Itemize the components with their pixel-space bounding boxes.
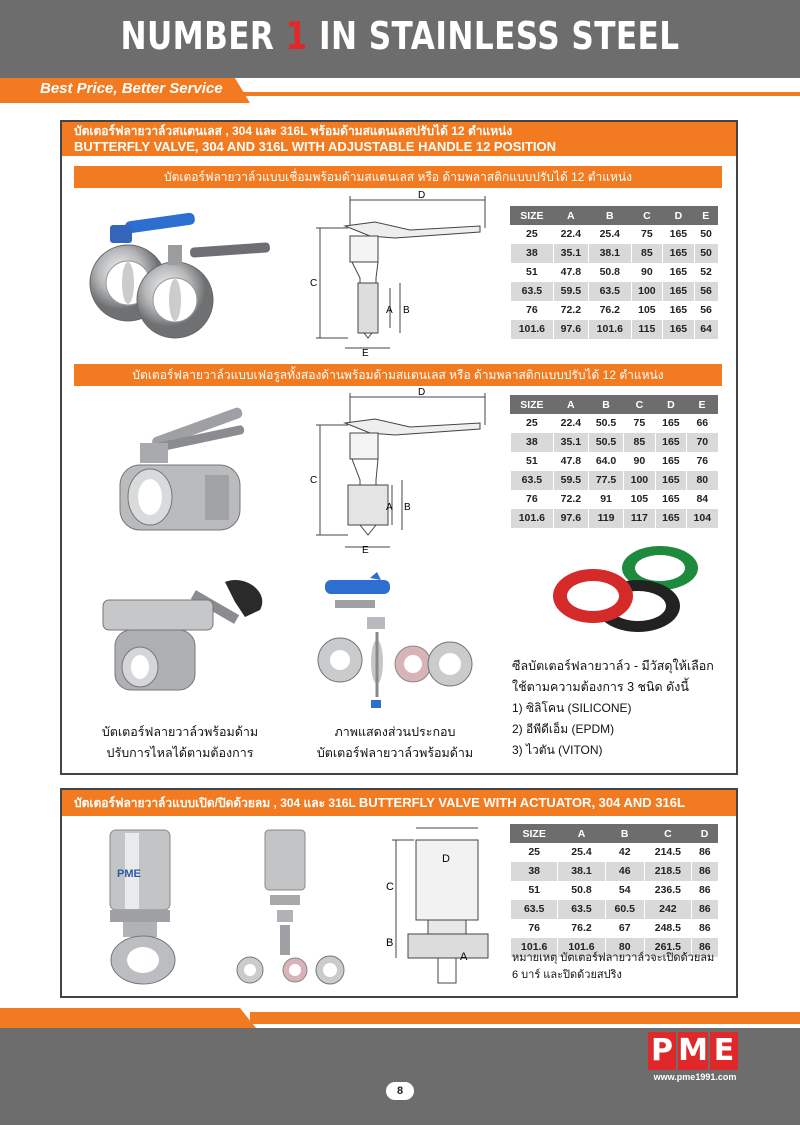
website-url: www.pme1991.com (653, 1072, 737, 1082)
table-cell: 51 (511, 452, 554, 471)
table-cell: 76 (511, 490, 554, 509)
table-cell: 25.4 (558, 843, 605, 862)
table-row (511, 471, 718, 490)
pme-logo: P M E (648, 1032, 738, 1070)
seal-description (512, 656, 732, 761)
valve-parts-exploded-image (315, 572, 475, 712)
table-cell: 72.2 (553, 490, 588, 509)
table-cell: 50.8 (558, 881, 605, 900)
dim-label-c: C (310, 475, 318, 486)
section1-title-en: BUTTERFLY VALVE, 304 AND 316L WITH ADJUSTABLE HANDLE 12 POSITION (74, 139, 557, 154)
table-cell: 100 (624, 471, 655, 490)
t3-header-c: C (644, 825, 691, 843)
seal-title-line2: ใช้ตามความต้องการ 3 ชนิด ดังนี้ (512, 680, 689, 694)
dim-label-c: C (310, 278, 318, 289)
dim-label-d: D (442, 853, 450, 865)
table-cell: 165 (663, 282, 694, 301)
table-row (511, 433, 718, 452)
table-cell: 101.6 (558, 938, 605, 957)
table-cell: 25 (511, 843, 558, 862)
seal-option-epdm: 2) อีพีดีเอ็ม (EPDM) (512, 722, 615, 736)
table-cell: 101.6 (511, 320, 554, 339)
table-cell: 38.1 (588, 244, 631, 263)
table-cell: 86 (692, 938, 718, 957)
adjustable-flow-valve-image (95, 572, 275, 702)
welded-valve-dimension-drawing (300, 188, 495, 358)
table-cell: 67 (605, 919, 644, 938)
t1-header-a: A (553, 207, 588, 225)
table-cell: 47.8 (553, 452, 588, 471)
table-cell: 165 (663, 263, 694, 282)
t2-header-e: E (687, 396, 718, 414)
table-cell: 101.6 (511, 509, 554, 528)
actuator-note: หมายเหตุ บัตเตอร์ฟลายวาล์วจะเปิดด้วยลม 6 บาร์ และปิดด้วยสปริง (512, 952, 715, 981)
table-cell: 72.2 (553, 301, 588, 320)
t1-header-d: D (663, 207, 694, 225)
table-cell: 242 (644, 900, 691, 919)
table-cell: 63.5 (588, 282, 631, 301)
dim-label-d: D (418, 190, 426, 201)
table-cell: 63.5 (511, 471, 554, 490)
table-cell: 90 (631, 263, 662, 282)
table-cell: 80 (605, 938, 644, 957)
table-cell: 236.5 (644, 881, 691, 900)
t2-header-size: SIZE (511, 396, 554, 414)
table-cell: 77.5 (588, 471, 623, 490)
table-cell: 119 (588, 509, 623, 528)
table-cell: 165 (663, 301, 694, 320)
t2-header-b: B (588, 396, 623, 414)
table-cell: 76.2 (588, 301, 631, 320)
table-cell: 80 (687, 471, 718, 490)
table-cell: 101.6 (511, 938, 558, 957)
t1-header-size: SIZE (511, 207, 554, 225)
page-title: NUMBER 1 IN STAINLESS STEEL (120, 14, 680, 58)
table-cell: 86 (692, 843, 718, 862)
table-cell: 90 (624, 452, 655, 471)
section2-title-en: BUTTERFLY VALVE WITH ACTUATOR, 304 AND 316L (358, 795, 685, 810)
table-row (511, 509, 718, 528)
table-cell: 54 (605, 881, 644, 900)
table-row (511, 282, 718, 301)
table-cell: 38 (511, 244, 554, 263)
actuator-valve-spec-table (510, 824, 718, 957)
table-cell: 76.2 (558, 919, 605, 938)
footer-stripe (250, 1012, 800, 1024)
table-cell: 22.4 (553, 414, 588, 433)
table-cell: 35.1 (553, 244, 588, 263)
table-row (511, 843, 718, 862)
table-cell: 165 (655, 433, 686, 452)
table-row (511, 263, 718, 282)
table-cell: 52 (694, 263, 717, 282)
table-cell: 25 (511, 225, 554, 244)
ferrule-butterfly-valve-image (110, 395, 260, 545)
table-cell: 63.5 (511, 282, 554, 301)
table-cell: 165 (655, 490, 686, 509)
tagline-stripe (240, 92, 800, 96)
table-row (511, 301, 718, 320)
dim-label-b: B (404, 502, 411, 513)
table-cell: 165 (663, 244, 694, 263)
table-cell: 165 (655, 471, 686, 490)
welded-butterfly-valve-image (80, 205, 280, 345)
caption-valve-parts: ภาพแสดงส่วนประกอบ บัตเตอร์ฟลายวาล์วพร้อมด้าม (316, 725, 474, 760)
section2-heading (62, 790, 736, 816)
table-cell: 97.6 (553, 509, 588, 528)
table-cell: 38 (511, 433, 554, 452)
welded-valve-spec-table (510, 206, 718, 339)
table-cell: 38.1 (558, 862, 605, 881)
t3-header-b: B (605, 825, 644, 843)
table-cell: 165 (663, 320, 694, 339)
table-cell: 50 (694, 225, 717, 244)
table-cell: 60.5 (605, 900, 644, 919)
table-cell: 76 (687, 452, 718, 471)
dim-label-b: B (403, 305, 410, 316)
caption-adjustable-flow-valve: บัตเตอร์ฟลายวาล์วพร้อมด้าม ปรับการไหลได้ตามต้องการ (101, 725, 259, 760)
table-cell: 70 (687, 433, 718, 452)
seal-rings-image (548, 538, 708, 643)
table-cell: 86 (692, 881, 718, 900)
table-cell: 56 (694, 301, 717, 320)
dim-label-e: E (362, 545, 369, 555)
t1-header-c: C (631, 207, 662, 225)
t3-header-size: SIZE (511, 825, 558, 843)
table-row (511, 881, 718, 900)
dim-label-a: A (460, 951, 468, 963)
table-cell: 100 (631, 282, 662, 301)
table-row (511, 490, 718, 509)
table-cell: 35.1 (553, 433, 588, 452)
sub-heading-ferrule: บัตเตอร์ฟลายวาล์วแบบเฟอรูลทั้งสองด้านพร้อมด้ามสแตนเลส หรือ ด้ามพลาสติกแบบปรับได้ 12 ตำแหน่ง (74, 364, 722, 386)
table-cell: 75 (624, 414, 655, 433)
table-cell: 248.5 (644, 919, 691, 938)
table-cell: 104 (687, 509, 718, 528)
table-cell: 165 (655, 452, 686, 471)
table-cell: 91 (588, 490, 623, 509)
table-cell: 76 (511, 301, 554, 320)
table-cell: 86 (692, 900, 718, 919)
ferrule-valve-dimension-drawing (300, 385, 495, 555)
table-cell: 42 (605, 843, 644, 862)
t3-header-d: D (692, 825, 718, 843)
dim-label-a: A (386, 305, 393, 316)
t1-header-b: B (588, 207, 631, 225)
table-row (511, 900, 718, 919)
t2-header-d: D (655, 396, 686, 414)
table-cell: 50.8 (588, 263, 631, 282)
ferrule-valve-spec-table (510, 395, 718, 528)
table-cell: 86 (692, 862, 718, 881)
table-cell: 56 (694, 282, 717, 301)
actuator-valve-image (95, 825, 195, 990)
seal-option-silicone: 1) ซิลิโคน (SILICONE) (512, 701, 632, 715)
t3-header-a: A (558, 825, 605, 843)
table-cell: 105 (631, 301, 662, 320)
table-cell: 101.6 (588, 320, 631, 339)
table-cell: 261.5 (644, 938, 691, 957)
table-cell: 25 (511, 414, 554, 433)
table-cell: 47.8 (553, 263, 588, 282)
table-cell: 51 (511, 881, 558, 900)
table-cell: 165 (655, 414, 686, 433)
section1-heading (62, 122, 736, 156)
table-cell: 75 (631, 225, 662, 244)
table-row (511, 225, 718, 244)
page-number: 8 (386, 1082, 414, 1100)
table-row (511, 452, 718, 471)
table-cell: 64 (694, 320, 717, 339)
table-cell: 218.5 (644, 862, 691, 881)
actuator-logo-text: PME (117, 868, 141, 880)
dim-label-c: C (386, 881, 394, 893)
table-cell: 46 (605, 862, 644, 881)
table-cell: 85 (624, 433, 655, 452)
table-cell: 63.5 (511, 900, 558, 919)
seal-option-viton: 3) ไวตัน (VITON) (512, 743, 603, 757)
table-cell: 97.6 (553, 320, 588, 339)
table-cell: 84 (687, 490, 718, 509)
dim-label-a: A (386, 502, 393, 513)
table-cell: 51 (511, 263, 554, 282)
table-cell: 22.4 (553, 225, 588, 244)
table-cell: 214.5 (644, 843, 691, 862)
table-cell: 105 (624, 490, 655, 509)
table-row (511, 862, 718, 881)
table-cell: 86 (692, 919, 718, 938)
table-row (511, 919, 718, 938)
section2-title-th: บัตเตอร์ฟลายวาล์วแบบเปิด/ปิดด้วยลม , 304 และ 316L (74, 796, 359, 810)
table-cell: 25.4 (588, 225, 631, 244)
table-cell: 115 (631, 320, 662, 339)
table-cell: 66 (687, 414, 718, 433)
table-cell: 50.5 (588, 414, 623, 433)
table-cell: 38 (511, 862, 558, 881)
actuator-parts-exploded-image (235, 825, 355, 995)
table-cell: 50 (694, 244, 717, 263)
table-cell: 50.5 (588, 433, 623, 452)
table-cell: 63.5 (558, 900, 605, 919)
table-cell: 165 (655, 509, 686, 528)
table-cell: 85 (631, 244, 662, 263)
t2-header-a: A (553, 396, 588, 414)
table-cell: 59.5 (553, 282, 588, 301)
table-cell: 64.0 (588, 452, 623, 471)
dim-label-e: E (362, 348, 369, 358)
tagline: Best Price, Better Service (40, 80, 223, 97)
section1-title-th: บัตเตอร์ฟลายวาล์วสแตนเลส , 304 และ 316L พร้อมด้ามสแตนเลสปรับได้ 12 ตำแหน่ง (74, 124, 513, 138)
sub-heading-welded: บัตเตอร์ฟลายวาล์วแบบเชื่อมพร้อมด้ามสแตนเลส หรือ ด้ามพลาสติกแบบปรับได้ 12 ตำแหน่ง (74, 166, 722, 188)
seal-title-line1: ซีลบัตเตอร์ฟลายวาล์ว - มีวัสดุให้เลือก (512, 659, 714, 673)
t1-header-e: E (694, 207, 717, 225)
dim-label-d: D (418, 387, 426, 398)
t2-header-c: C (624, 396, 655, 414)
table-cell: 165 (663, 225, 694, 244)
table-row (511, 414, 718, 433)
table-cell: 117 (624, 509, 655, 528)
table-row (511, 244, 718, 263)
table-cell: 59.5 (553, 471, 588, 490)
table-row (511, 320, 718, 339)
table-cell: 76 (511, 919, 558, 938)
dim-label-b: B (386, 937, 394, 949)
actuator-valve-dimension-drawing (378, 818, 498, 993)
